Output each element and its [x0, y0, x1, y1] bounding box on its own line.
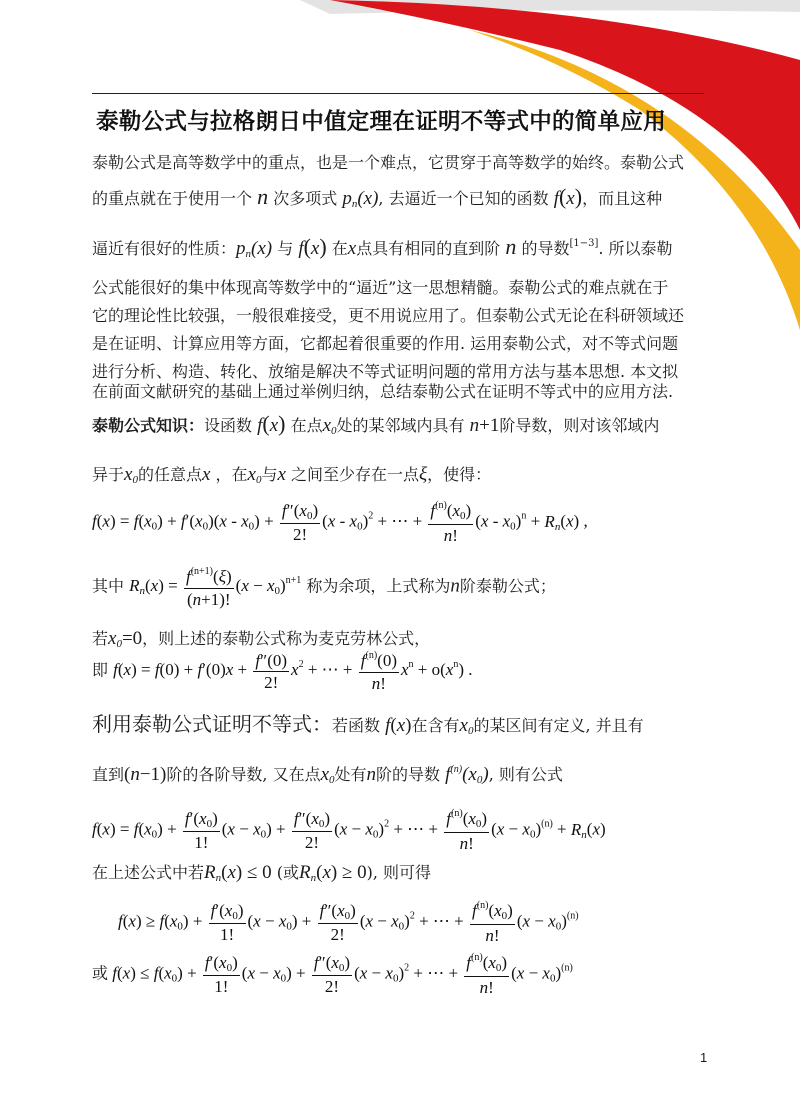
proof-line1: 利用泰勒公式证明不等式：若函数 f(x)在含有$x_0$的某区间有定义, 并且有: [92, 712, 644, 737]
maclaurin-formula: 即 f(x) = f(0) + f′(0)x + $\frac{f''(0)}{2!}$ $x^2$ + ⋯ + $\frac{f^{(n)}(0)}{n!}$ $x^n + o(x^n)$ .: [92, 650, 473, 693]
para1-line3: 逼近有很好的性质：$p_n(x)$ 与 f(x) 在x点具有相同的直到阶 n 的导数[1−3]. 所以泰勒: [92, 234, 673, 260]
proof-line2: 直到(n−1)阶的各阶导数, 又在点$x_0$处有n阶的导数 $f^{(n)}(x_0)$, 则有公式: [92, 764, 563, 786]
remainder-line: 其中 $R_n(x)$ = $\frac{f^{(n+1)}(\xi)}{(n+1)!}$ $(x - x_0)^{n+1}$ 称为余项，上式称为n阶泰勒公式；: [92, 566, 556, 609]
inequality-ge: $f(x) \ge f(x_0)$ + $\frac{f'(x_0)}{1!}$ $(x - x_0)$ + $\frac{f''(x_0)}{2!}$ $(x - x_0)^2$ + ⋯ + $\frac{f^{(n)}(x_0)}{n!}$ $(x - x_0)^{(n)}$: [118, 900, 579, 945]
page-title: 泰勒公式与拉格朗日中值定理在证明不等式中的简单应用: [96, 109, 667, 135]
para1-line8: 在前面文献研究的基础上通过举例归纳，总结泰勒公式在证明不等式中的应用方法.: [92, 382, 674, 401]
taylor-formula: $f(x) = f(x_0) + f'(x_0)(x - x_0)$ + $\frac{f''(x_0)}{2!}$ $(x - x_0)^2$ + ⋯ + $\frac{f^{(n)}(x_0)}{n!}$ $(x - x_0)^n + R_n(x)$ ,: [92, 500, 588, 545]
knowledge-line1: 泰勒公式知识：设函数 f(x) 在点$x_0$处的某邻域内具有 n+1阶导数，则对该邻域内: [92, 411, 660, 437]
para1-line6: 是在证明、计算应用等方面，它都起着很重要的作用. 运用泰勒公式，对不等式问题: [92, 334, 679, 353]
para1-line2: 的重点就在于使用一个 n 次多项式 $p_n(x)$, 去逼近一个已知的函数 f(x)，而且这种: [92, 184, 663, 210]
taylor-formula-2: $f(x) = f(x_0)$ + $\frac{f'(x_0)}{1!}$ $(x - x_0)$ + $\frac{f''(x_0)}{2!}$ $(x - x_0)^2$ + ⋯ + $\frac{f^{(n)}(x_0)}{n!}$ $(x - x_0)^{(n)} + R_n(x)$: [92, 808, 606, 853]
para1-line7: 进行分析、构造、转化、放缩是解决不等式证明问题的常用方法与基本思想. 本文拟: [92, 362, 679, 381]
para1-line1: 泰勒公式是高等数学中的重点，也是一个难点，它贯穿于高等数学的始终。泰勒公式: [92, 153, 685, 172]
knowledge-line2: 异于$x_0$的任意点x ，在$x_0$与x 之间至少存在一点ξ，使得：: [92, 464, 492, 486]
title-rule: [92, 93, 704, 94]
para1-line4: 公式能很好的集中体现高等数学中的“逼近”这一思想精髓。泰勒公式的难点就在于: [92, 278, 669, 297]
condition-line: 在上述公式中若$R_n(x) \le 0$ (或$R_n(x) \ge 0$), 则可得: [92, 862, 432, 884]
para1-line5: 它的理论性比较强，一般很难接受，更不用说应用了。但泰勒公式无论在科研领域还: [92, 306, 685, 325]
maclaurin-intro: 若$x_0=0$，则上述的泰勒公式称为麦克劳林公式，: [92, 628, 431, 650]
inequality-le: 或 $f(x) \le f(x_0)$ + $\frac{f'(x_0)}{1!}$ $(x - x_0)$ + $\frac{f''(x_0)}{2!}$ $(x - x_0)^2$ + ⋯ + $\frac{f^{(n)}(x_0)}{n!}$ $(x - x_0)^{(n)}$: [92, 952, 573, 997]
page-number: 1: [700, 1050, 708, 1065]
